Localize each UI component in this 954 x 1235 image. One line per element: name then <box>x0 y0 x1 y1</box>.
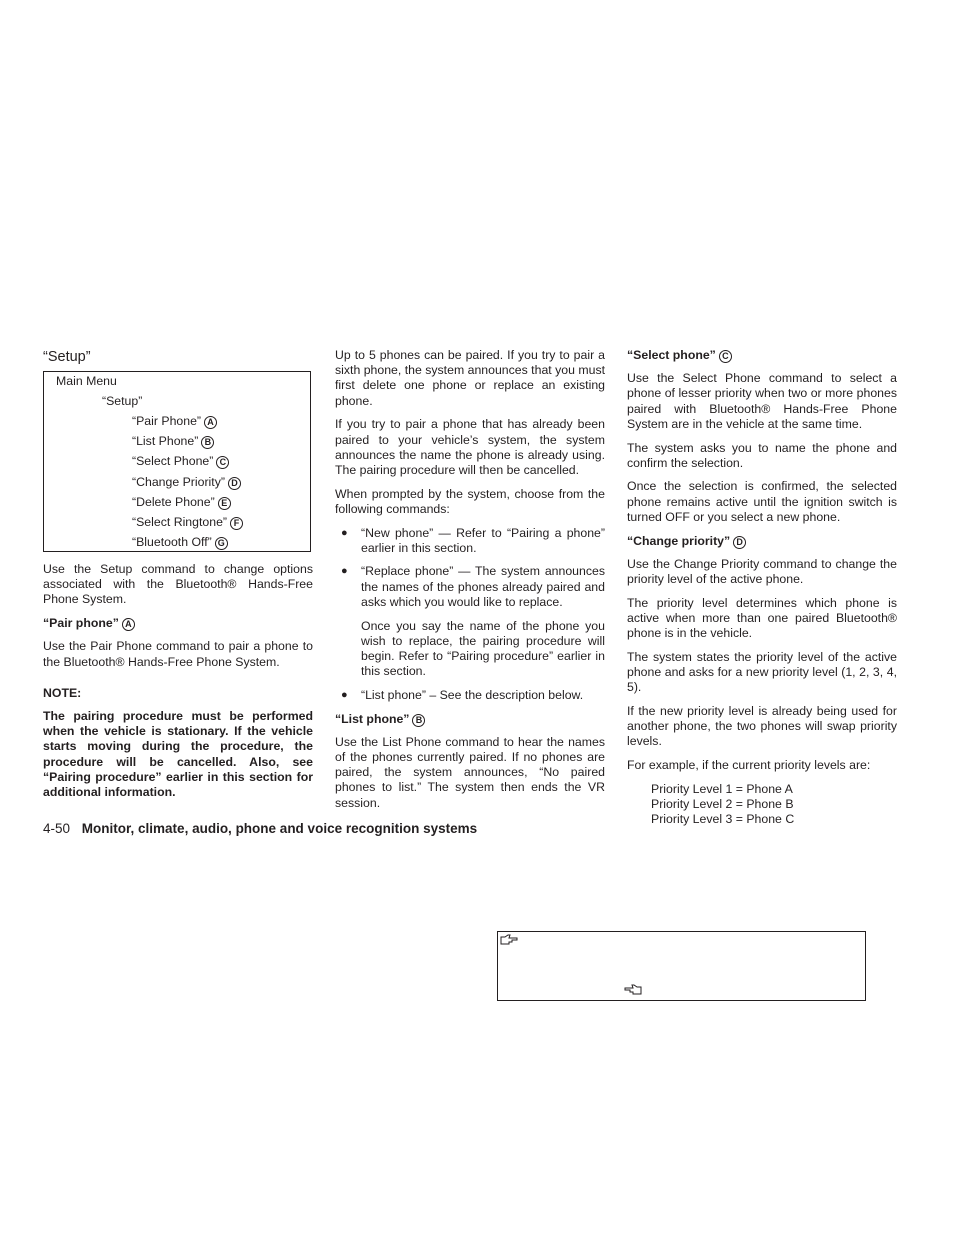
select-phone-confirm: The system asks you to name the phone and confirm the selection. <box>627 440 897 470</box>
select-phone-active: Once the selection is confirmed, the selected phone remains active until the ignition switch is turned OFF or you select a new phone. <box>627 479 897 524</box>
menu-item-bluetooth-off <box>132 535 228 550</box>
section-heading: “Setup” <box>43 349 91 365</box>
bullet-icon: ● <box>341 565 348 578</box>
menu-item-select-ringtone <box>132 515 243 530</box>
heading-text: “Pair phone” <box>43 616 119 631</box>
already-paired-text: If you try to pair a phone that has already been paired to your vehicle’s system, the system announces the name the phone is already using. The pairing procedure will then be cancelled. <box>335 417 605 477</box>
pair-phone-text: Use the Pair Phone command to pair a phone to the Bluetooth® Hands-Free Phone System. <box>43 639 313 669</box>
select-phone-heading <box>627 348 897 363</box>
marker-c-icon: C <box>216 456 229 469</box>
bullet-icon: ● <box>341 688 348 701</box>
menu-item-label: “Bluetooth Off” <box>132 535 212 549</box>
menu-item-label: “Pair Phone” <box>132 414 202 428</box>
change-priority-heading <box>627 534 897 549</box>
page-number: 4-50 <box>43 821 71 836</box>
marker-b-icon: B <box>412 714 425 727</box>
pointing-hand-right-icon <box>500 934 518 946</box>
menu-item-label: “List Phone” <box>132 434 199 448</box>
marker-d-icon: D <box>228 477 241 490</box>
pair-phone-heading <box>43 616 313 631</box>
list-item-text: “New phone” — Refer to “Pairing a phone” earlier in this section. <box>361 525 605 555</box>
command-list <box>335 526 605 611</box>
priority-determines-text: The priority level determines which phone is active when more than one paired Bluetooth® phone is in the vehicle. <box>627 595 897 641</box>
setup-menu-tree <box>43 371 311 552</box>
reference-box <box>497 931 866 1001</box>
list-item <box>335 688 605 703</box>
menu-item-pair-phone <box>132 414 217 429</box>
column-1 <box>43 348 313 809</box>
marker-c-icon: C <box>719 350 732 363</box>
marker-d-icon: D <box>733 536 746 549</box>
column-3 <box>627 348 897 827</box>
priority-example-intro: For example, if the current priority levels are: <box>627 757 871 772</box>
priority-swap-text: If the new priority level is already being used for another phone, the two phones will swap priority levels. <box>627 703 897 749</box>
list-item: Priority Level 2 = Phone B <box>651 796 794 811</box>
marker-a-icon: A <box>122 618 135 631</box>
menu-setup: “Setup” <box>102 394 143 408</box>
menu-item-label: “Delete Phone” <box>132 495 215 509</box>
marker-e-icon: E <box>218 497 231 510</box>
setup-intro: Use the Setup command to change options associated with the Bluetooth® Hands-Free Phone System. <box>43 562 313 607</box>
change-priority-text: Use the Change Priority command to change the priority level of the active phone. <box>627 556 897 586</box>
menu-item-list-phone <box>132 434 214 449</box>
chapter-title: Monitor, climate, audio, phone and voice recognition systems <box>81 821 478 836</box>
heading-text: “List phone” <box>335 711 410 726</box>
select-phone-text: Use the Select Phone command to select a phone of lesser priority when two or more phones paired with Bluetooth® Hands-Free Phone System are in the vehicle at the same time. <box>627 371 897 431</box>
heading-text: “Change priority” <box>627 533 731 548</box>
pairing-limit-text: Up to 5 phones can be paired. If you try to pair a sixth phone, the system announces that you must first delete one phone or replace an existing phone. <box>335 348 606 408</box>
priority-states-text: The system states the priority level of the active phone and asks for a new priority level (1, 2, 3, 4, 5). <box>627 649 897 695</box>
note-text: The pairing procedure must be performed when the vehicle is stationary. If the vehicle starts moving during the procedure, the procedure will be cancelled. Also, see “Pairing procedure” earlier in this section for additional information. <box>43 708 313 799</box>
marker-b-icon: B <box>201 436 214 449</box>
pointing-hand-left-icon <box>624 984 642 996</box>
commands-intro: When prompted by the system, choose from the following commands: <box>335 486 605 516</box>
marker-f-icon: F <box>230 517 243 530</box>
heading-text: “Select phone” <box>627 348 716 362</box>
menu-item-label: “Select Phone” <box>132 454 214 468</box>
list-item-text: “Replace phone” — The system announces the names of the phones already paired and asks which you would like to replace. <box>361 564 605 609</box>
list-item <box>335 564 605 610</box>
list-phone-heading <box>335 712 605 727</box>
bullet-icon: ● <box>341 526 348 539</box>
list-item-text: “List phone” – See the description below. <box>361 687 584 702</box>
column-2 <box>335 348 605 819</box>
page-footer <box>43 820 477 838</box>
note-label: NOTE: <box>43 685 82 700</box>
menu-item-label: “Select Ringtone” <box>132 515 228 529</box>
menu-root: Main Menu <box>56 374 117 388</box>
menu-item-delete-phone <box>132 495 231 510</box>
list-phone-text: Use the List Phone command to hear the names of the phones currently paired. If no phones are paired, the system announces, “No paired phones to list.” The system then ends the VR session. <box>335 734 605 810</box>
list-item <box>335 526 605 556</box>
marker-a-icon: A <box>204 416 217 429</box>
list-item: Priority Level 3 = Phone C <box>651 811 795 826</box>
priority-example-list <box>627 782 897 827</box>
menu-item-select-phone <box>132 454 229 469</box>
replace-phone-continuation: Once you say the name of the phone you wish to replace, the pairing procedure will begin. Refer to “Pairing procedure” earlier in this section. <box>361 618 605 679</box>
menu-item-change-priority <box>132 475 241 490</box>
menu-item-label: “Change Priority” <box>132 475 225 489</box>
marker-g-icon: G <box>215 537 228 550</box>
command-list <box>335 688 605 703</box>
list-item: Priority Level 1 = Phone A <box>651 781 793 796</box>
